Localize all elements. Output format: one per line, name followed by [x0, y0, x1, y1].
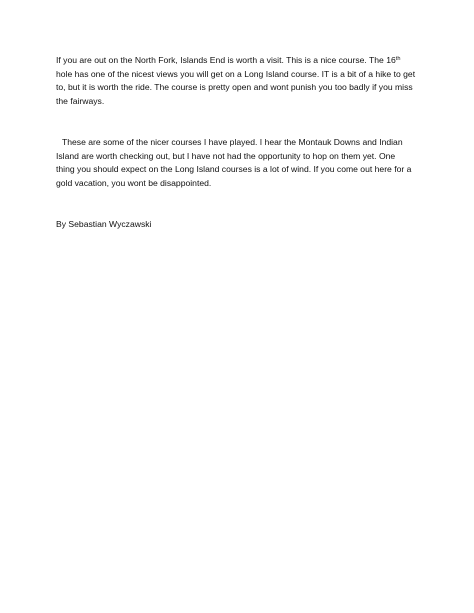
paragraph-nicer-courses: [56, 136, 426, 190]
text-line: [56, 136, 426, 150]
author-byline: By Sebastian Wyczawski: [56, 219, 152, 229]
text-line: Island are worth checking out, but I have not had the opportunity to hop on them yet. One: [56, 150, 396, 161]
text-line: gold vacation, you wont be disappointed.: [56, 177, 212, 188]
paragraph-islands-end: [56, 54, 426, 108]
text-line: [56, 54, 426, 68]
text-line: the fairways.: [56, 95, 105, 106]
ordinal-superscript: th: [395, 56, 401, 62]
text-line: thing you should expect on the Long Island courses is a lot of wind. If you come out here for a: [56, 164, 412, 175]
text-line: hole has one of the nicest views you will get on a Long Island course. IT is a bit of a hike to get: [56, 68, 416, 79]
text-segment: These are some of the nicer courses I have played. I hear the Montauk Downs and Indian: [62, 137, 403, 147]
text-segment: If you are out on the North Fork, Islands End is worth a visit. This is a nice course. The 16: [56, 55, 396, 65]
text-line: to, but it is worth the ride. The course is pretty open and wont punish you too badly if you miss: [56, 82, 413, 93]
